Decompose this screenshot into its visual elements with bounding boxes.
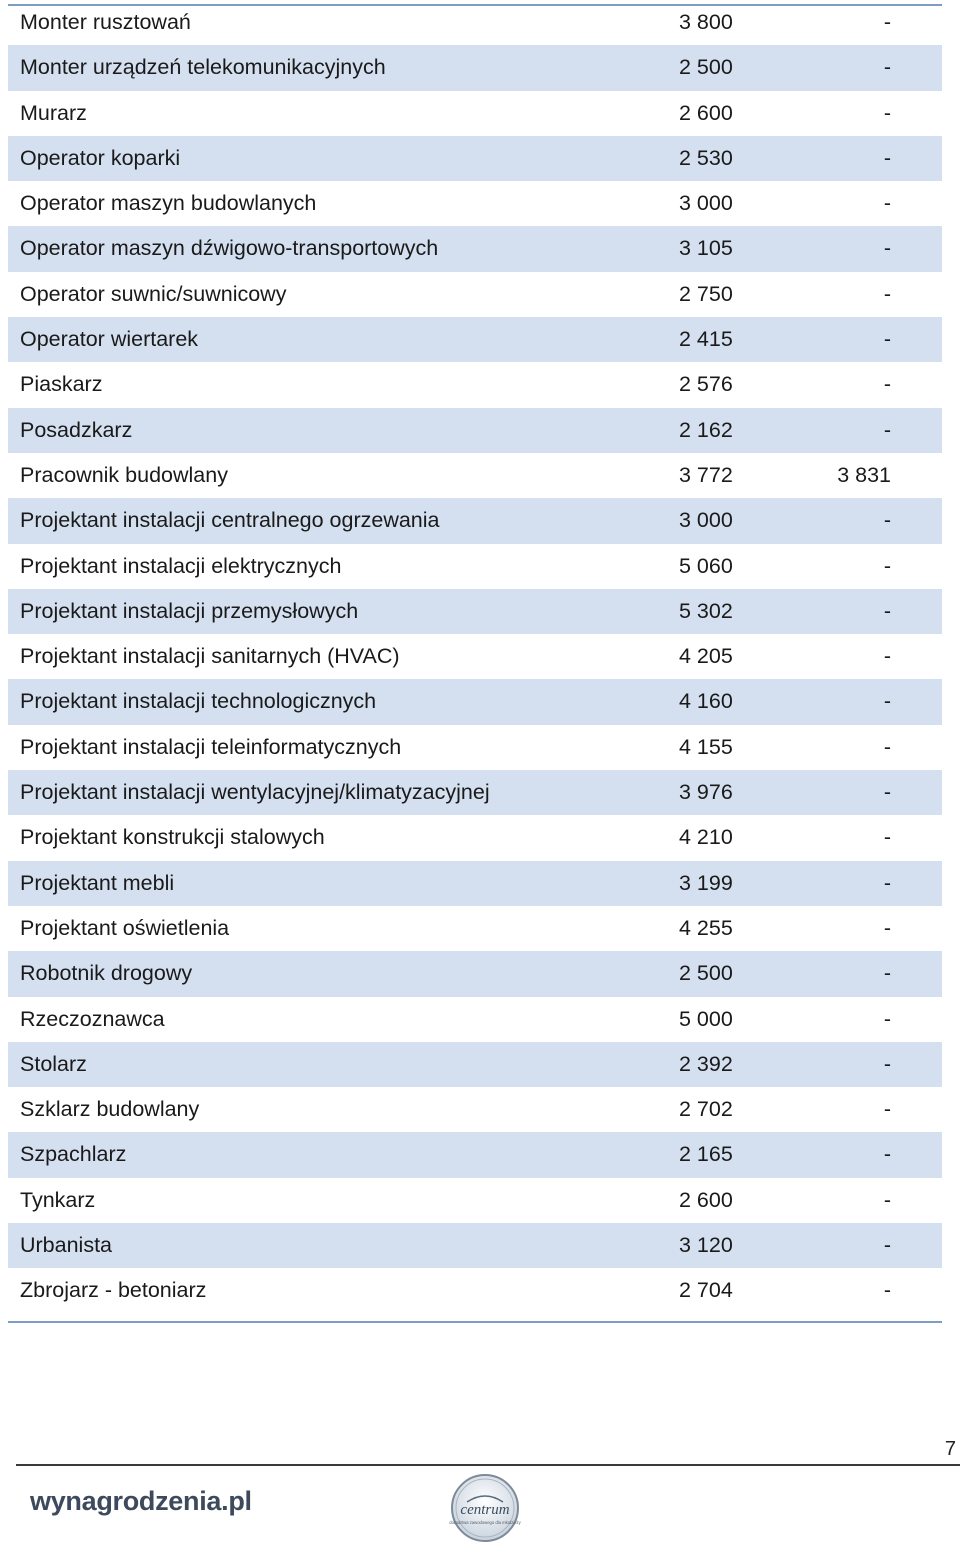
logo-name: centrum <box>460 1502 510 1518</box>
salary-value-secondary: - <box>883 1006 891 1031</box>
salary-value-secondary: - <box>883 915 891 940</box>
salary-table <box>8 0 942 1314</box>
job-title: Projektant instalacji wentylacyjnej/klimatyzacyjnej <box>20 780 490 805</box>
job-title: Posadzkarz <box>20 417 133 442</box>
salary-value-primary: 3 120 <box>679 1233 733 1258</box>
logo-tagline: doradztwa zawodowego dla młodzieży <box>449 1520 521 1525</box>
job-title: Robotnik drogowy <box>20 961 193 986</box>
table-bottom-rule <box>8 1321 942 1323</box>
job-title: Urbanista <box>20 1233 113 1258</box>
salary-value-primary: 4 205 <box>679 644 733 669</box>
salary-value-primary: 2 392 <box>679 1051 733 1076</box>
table-row <box>8 997 942 1042</box>
table-row <box>8 815 942 860</box>
job-title: Zbrojarz - betoniarz <box>20 1278 207 1303</box>
table-row <box>8 181 942 226</box>
salary-value-primary: 4 210 <box>679 825 733 850</box>
salary-value-secondary: - <box>883 236 891 261</box>
table-row <box>8 770 942 815</box>
salary-value-secondary: - <box>883 1051 891 1076</box>
salary-value-secondary: - <box>883 825 891 850</box>
salary-value-primary: 3 772 <box>679 462 733 487</box>
salary-value-primary: 2 600 <box>679 100 733 125</box>
table-row <box>8 408 942 453</box>
job-title: Operator maszyn dźwigowo-transportowych <box>20 236 439 261</box>
salary-value-primary: 2 415 <box>679 327 733 352</box>
salary-value-primary: 3 105 <box>679 236 733 261</box>
job-title: Projektant instalacji teleinformatycznych <box>20 734 402 759</box>
salary-value-primary: 3 976 <box>679 780 733 805</box>
salary-value-primary: 4 155 <box>679 734 733 759</box>
footer-rule <box>16 1464 960 1466</box>
job-title: Operator wiertarek <box>20 327 199 352</box>
page-number: 7 <box>944 1438 956 1460</box>
salary-value-secondary: - <box>883 1097 891 1122</box>
salary-value-primary: 2 530 <box>679 145 733 170</box>
job-title: Stolarz <box>20 1051 87 1076</box>
salary-value-primary: 2 702 <box>679 1097 733 1122</box>
table-row <box>8 91 942 136</box>
salary-value-primary: 2 750 <box>679 281 733 306</box>
salary-value-secondary: - <box>883 734 891 759</box>
job-title: Rzeczoznawca <box>20 1006 165 1031</box>
salary-value-secondary: - <box>883 1233 891 1258</box>
salary-value-secondary: - <box>883 508 891 533</box>
salary-value-primary: 2 165 <box>679 1142 733 1167</box>
centrum-logo-icon <box>445 1472 525 1544</box>
table-row <box>8 1132 942 1177</box>
salary-value-primary: 4 160 <box>679 689 733 714</box>
job-title: Szpachlarz <box>20 1142 127 1167</box>
salary-value-secondary: - <box>883 870 891 895</box>
job-title: Monter rusztowań <box>20 10 191 34</box>
salary-value-primary: 4 255 <box>679 915 733 940</box>
job-title: Operator maszyn budowlanych <box>20 191 317 216</box>
job-title: Projektant instalacji przemysłowych <box>20 598 359 623</box>
salary-value-secondary: - <box>883 644 891 669</box>
table-row <box>8 906 942 951</box>
job-title: Murarz <box>20 100 87 125</box>
salary-value-primary: 2 600 <box>679 1187 733 1212</box>
table-row <box>8 634 942 679</box>
table-row <box>8 0 942 45</box>
salary-value-primary: 2 500 <box>679 961 733 986</box>
table-row <box>8 453 942 498</box>
salary-value-secondary: - <box>883 417 891 442</box>
job-title: Pracownik budowlany <box>20 462 228 487</box>
table-row <box>8 1042 942 1087</box>
table-row <box>8 544 942 589</box>
salary-value-secondary: - <box>883 1142 891 1167</box>
table-row <box>8 1268 942 1313</box>
salary-value-secondary: - <box>883 961 891 986</box>
job-title: Projektant konstrukcji stalowych <box>20 825 325 850</box>
salary-value-primary: 2 576 <box>679 372 733 397</box>
brand-wordmark: wynagrodzenia.pl <box>30 1486 252 1516</box>
salary-value-secondary: - <box>883 10 891 34</box>
salary-value-primary: 3 000 <box>679 191 733 216</box>
salary-value-secondary: - <box>883 689 891 714</box>
salary-value-secondary: - <box>883 100 891 125</box>
table-row <box>8 725 942 770</box>
table-row <box>8 951 942 996</box>
salary-value-primary: 5 302 <box>679 598 733 623</box>
salary-value-secondary: - <box>883 1187 891 1212</box>
table-row <box>8 1223 942 1268</box>
table-row <box>8 45 942 90</box>
table-row <box>8 226 942 271</box>
salary-value-primary: 3 000 <box>679 508 733 533</box>
table-row <box>8 498 942 543</box>
salary-value-secondary: - <box>883 1278 891 1303</box>
table-row <box>8 272 942 317</box>
job-title: Szklarz budowlany <box>20 1097 200 1122</box>
salary-value-secondary: - <box>883 191 891 216</box>
centrum-logo-graphic <box>445 1472 525 1544</box>
job-title: Projektant instalacji sanitarnych (HVAC) <box>20 644 400 669</box>
job-title: Projektant instalacji technologicznych <box>20 689 377 714</box>
salary-value-primary: 3 199 <box>679 870 733 895</box>
job-title: Projektant instalacji centralnego ogrzewania <box>20 508 440 533</box>
table-row <box>8 1087 942 1132</box>
salary-value-secondary: - <box>883 145 891 170</box>
job-title: Piaskarz <box>20 372 103 397</box>
job-title: Projektant instalacji elektrycznych <box>20 553 342 578</box>
salary-value-primary: 3 800 <box>679 10 733 34</box>
table-row <box>8 317 942 362</box>
salary-value-secondary: - <box>883 327 891 352</box>
job-title: Projektant mebli <box>20 870 175 895</box>
job-title: Operator suwnic/suwnicowy <box>20 281 287 306</box>
salary-value-primary: 2 162 <box>679 417 733 442</box>
table-row <box>8 679 942 724</box>
salary-value-secondary: - <box>883 372 891 397</box>
salary-value-secondary: - <box>883 598 891 623</box>
salary-value-primary: 2 500 <box>679 55 733 80</box>
table-row <box>8 589 942 634</box>
salary-value-secondary: - <box>883 55 891 80</box>
job-title: Tynkarz <box>20 1187 96 1212</box>
salary-value-secondary: 3 831 <box>837 462 891 487</box>
salary-value-primary: 2 704 <box>679 1278 733 1303</box>
salary-value-primary: 5 000 <box>679 1006 733 1031</box>
table-row <box>8 861 942 906</box>
salary-value-primary: 5 060 <box>679 553 733 578</box>
salary-value-secondary: - <box>883 281 891 306</box>
table-row <box>8 362 942 407</box>
salary-value-secondary: - <box>883 553 891 578</box>
table-row <box>8 1178 942 1223</box>
job-title: Projektant oświetlenia <box>20 915 230 940</box>
job-title: Operator koparki <box>20 145 181 170</box>
salary-value-secondary: - <box>883 780 891 805</box>
table-row <box>8 136 942 181</box>
job-title: Monter urządzeń telekomunikacyjnych <box>20 55 386 80</box>
